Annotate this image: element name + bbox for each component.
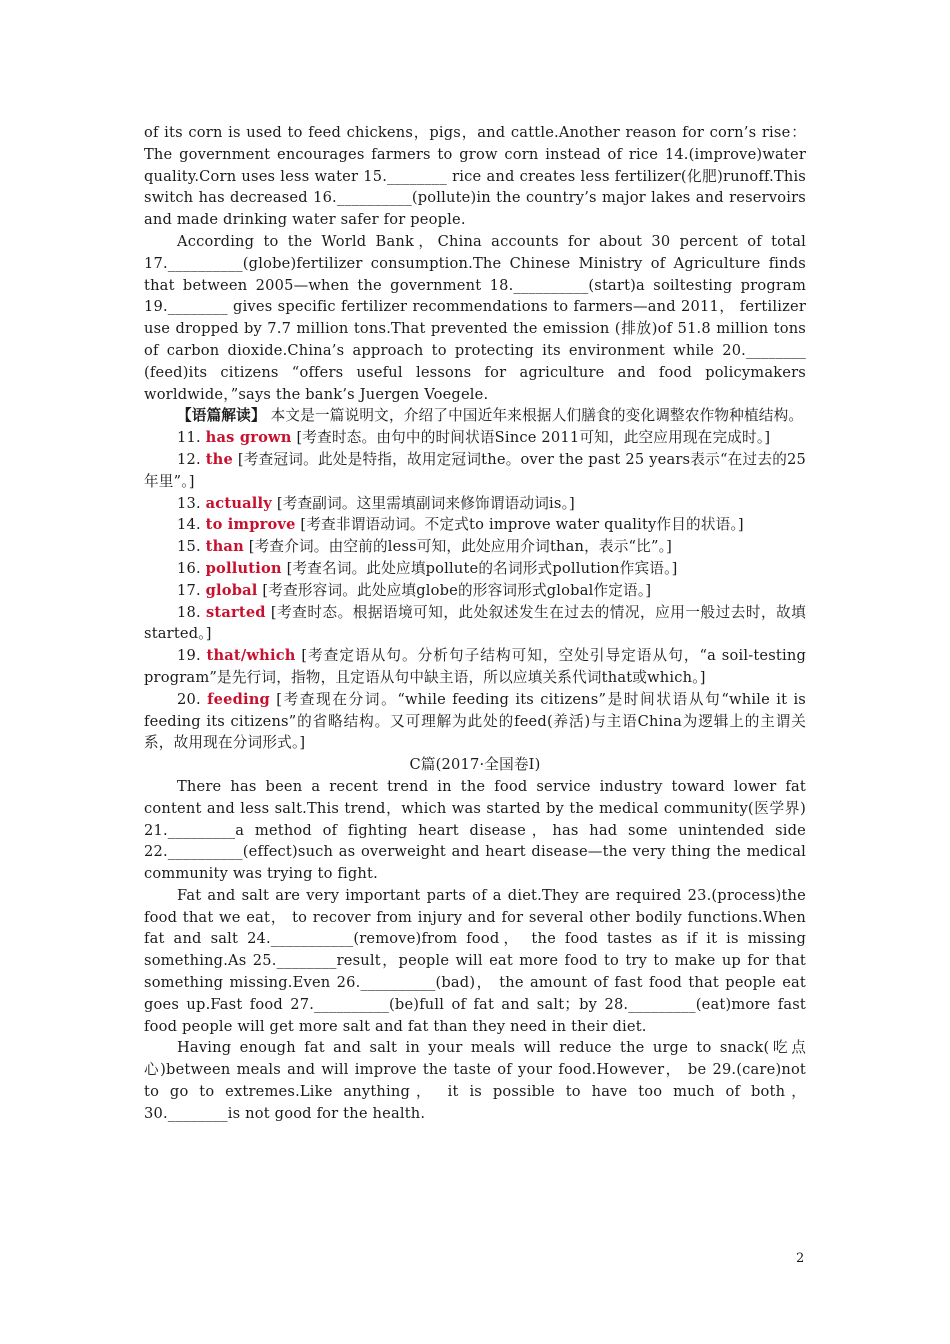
section-heading-c: C篇(2017·全国卷Ⅰ) bbox=[409, 756, 541, 774]
answer-explanation: [考查时态。根据语境可知，此处叙述发生在过去的情况，应用一般过去时，故填started。] bbox=[144, 603, 806, 643]
answer-number: 16. bbox=[177, 559, 206, 577]
answer-explanation: [考查冠词。此处是特指，故用定冠词the。over the past 25 years表示“在过去的25年里”。] bbox=[144, 450, 806, 490]
answer-item-11 bbox=[144, 427, 806, 449]
answer-item-12 bbox=[144, 449, 806, 493]
answer-text: has grown bbox=[205, 429, 292, 447]
answer-explanation: [考查现在分词。“while feeding its citizens”是时间状语从句“while it is feeding its citizens”的省略结构。又可理解为此处的feed(养活)与主语China为逻辑上的主谓关系，故用现在分词形式。] bbox=[144, 690, 806, 752]
passage-c-paragraph-2: Fat and salt are very important parts of a diet.They are required 23.(process)the food that we eat， to recover from injury and for several other bodily functions.When fat and salt 24.___________(remove)from food， the food tastes as if it is missing something.As 25.________result，people will eat more food to try to make up for that something missing.Even 26.__________(bad)， the amount of fast food that people eat goes up.Fast food 27.__________(be)full of fat and salt；by 28._________(eat)more fast food people will get more salt and fat than they need in their diet. bbox=[144, 886, 806, 1035]
answer-item-13 bbox=[144, 493, 806, 515]
passage-c-paragraph-1: There has been a recent trend in the food service industry toward lower fat content and less salt.This trend，which was started by the medical community(医学界) 21._________a method of fighting heart disease，has had some unintended side 22.__________(effect)such as overweight and heart disease—the very thing the medical community was trying to fight. bbox=[144, 777, 806, 883]
answer-explanation: [考查非谓语动词。不定式to improve water quality作目的状语。] bbox=[295, 516, 744, 534]
page-number: 2 bbox=[796, 1251, 805, 1266]
answer-item-17 bbox=[144, 580, 806, 602]
answer-number: 17. bbox=[177, 581, 206, 599]
answer-text: than bbox=[205, 538, 244, 556]
answer-text: to improve bbox=[205, 516, 296, 534]
answer-text: the bbox=[205, 450, 233, 468]
passage-b-paragraph-1: of its corn is used to feed chickens，pigs，and cattle.Another reason for corn’s rise： The government encourages farmers to grow corn instead of rice 14.(improve)water quality.Corn uses less water 15.________ rice and creates less fertilizer(化肥)runoff.This switch has decreased 16.__________(pollute)in the country’s major lakes and reservoirs and made drinking water safer for people. bbox=[144, 124, 806, 229]
page-content bbox=[144, 122, 806, 1125]
answer-explanation: [考查时态。由句中的时间状语Since 2011可知，此空应用现在完成时。] bbox=[291, 429, 771, 447]
answer-number: 14. bbox=[177, 516, 206, 534]
answer-explanation: [考查副词。这里需填副词来修饰谓语动词is。] bbox=[271, 494, 575, 512]
answer-text: actually bbox=[205, 494, 272, 512]
answer-text: that/which bbox=[206, 647, 296, 665]
answer-text: global bbox=[205, 581, 258, 599]
answer-number: 12. bbox=[177, 450, 206, 468]
answer-key bbox=[144, 427, 806, 754]
answer-number: 13. bbox=[177, 494, 206, 512]
answer-text: started bbox=[205, 603, 266, 621]
answer-number: 15. bbox=[177, 538, 206, 556]
answer-item-16 bbox=[144, 558, 806, 580]
answer-item-18 bbox=[144, 602, 806, 646]
answer-number: 19. bbox=[177, 647, 207, 665]
answer-number: 11. bbox=[177, 429, 206, 447]
passage-b-paragraph-2: According to the World Bank，China accounts for about 30 percent of total 17.__________(globe)fertilizer consumption.The Chinese Ministry of Agriculture finds that between 2005—when the government 18.__________(start)a soiltesting program 19.________ gives specific fertilizer recommendations to farmers—and 2011， fertilizer use dropped by 7.7 million tons.That prevented the emission (排放)of 51.8 million tons of carbon dioxide.China’s approach to protecting its environment while 20.________ (feed)its citizens “offers useful lessons for agriculture and food policymakers worldwide，”says the bank’s Juergen Voegele. bbox=[144, 232, 806, 403]
answer-number: 20. bbox=[177, 690, 208, 708]
answer-explanation: [考查定语从句。分析句子结构可知，空处引导定语从句，“a soil-testing program”是先行词，指物，且定语从句中缺主语，所以应填关系代词that或which。] bbox=[144, 647, 806, 686]
discourse-analysis bbox=[144, 405, 806, 427]
answer-item-14 bbox=[144, 514, 806, 536]
answer-item-20 bbox=[144, 689, 806, 754]
passage-c-paragraph-3: Having enough fat and salt in your meals will reduce the urge to snack(吃点心)between meals and will improve the taste of your food.However， be 29.(care)not to go to extremes.Like anything， it is possible to have too much of both，30.________is not good for the health. bbox=[144, 1039, 806, 1122]
analysis-label: 【语篇解读】 bbox=[177, 407, 266, 425]
answer-number: 18. bbox=[177, 603, 206, 621]
answer-explanation: [考查名词。此处应填pollute的名词形式pollution作宾语。] bbox=[281, 559, 678, 577]
answer-item-19 bbox=[144, 645, 806, 689]
answer-explanation: [考查形容词。此处应填globe的形容词形式global作定语。] bbox=[257, 581, 652, 599]
answer-text: pollution bbox=[205, 559, 282, 577]
analysis-text: 本文是一篇说明文，介绍了中国近年来根据人们膳食的变化调整农作物种植结构。 bbox=[265, 407, 804, 425]
answer-item-15 bbox=[144, 536, 806, 558]
answer-text: feeding bbox=[207, 690, 270, 708]
answer-explanation: [考查介词。由空前的less可知，此处应用介词than，表示“比”。] bbox=[243, 538, 673, 556]
